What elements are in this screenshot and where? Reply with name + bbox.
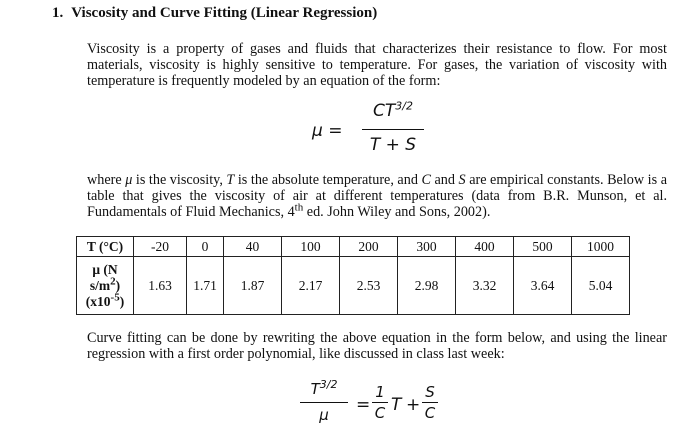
curve-fitting-paragraph: Curve fitting can be done by rewriting the above equation in the form below, and using the linear regression with a first order polynomial, like discussed in class last week: <box>87 330 667 362</box>
temperature-header: T (°C) <box>77 237 134 257</box>
table-cell: 1.71 <box>187 257 224 315</box>
viscosity-table <box>76 236 630 315</box>
viscosity-header: μ (N $s/m^2$) $(x10^{-5})$ <box>77 257 134 315</box>
equation-lhs: μ = <box>312 121 343 141</box>
explanation-paragraph: where μ is the viscosity, T is the absolute temperature, and C and S are empirical constants. Below is a table that gives the viscosity of air at different temperatures (data from B.R. Munson, et al. Fundamentals of Fluid Mechanics, 4th ed. John Wiley and Sons, 2002). <box>87 172 667 220</box>
table-cell: 3.64 <box>514 257 572 315</box>
plus-sign: + <box>406 395 421 415</box>
table-cell: 1000 <box>572 237 630 257</box>
equation-denominator: T + S <box>369 135 417 155</box>
table-cell: 40 <box>224 237 282 257</box>
variable-t: T <box>391 395 402 415</box>
table-cell: 300 <box>398 237 456 257</box>
intro-paragraph: Viscosity is a property of gases and fluids that characterizes their resistance to flow. For most materials, viscosity is highly sensitive to temperature. For gases, the variation of viscosity with temperature is frequently modeled by an equation of the form: <box>87 41 667 89</box>
table-cell: 2.53 <box>340 257 398 315</box>
table-cell: 400 <box>456 237 514 257</box>
section-title: Viscosity and Curve Fitting (Linear Regression) <box>71 5 378 21</box>
section-heading <box>52 5 377 22</box>
lhs-fraction: $T^{3/2}$ μ <box>300 378 348 425</box>
one-over-c-fraction: 1 C <box>372 384 388 421</box>
table-cell: -20 <box>134 237 187 257</box>
equation-fraction <box>362 97 424 158</box>
viscosity-row <box>77 257 630 315</box>
table-cell: 200 <box>340 237 398 257</box>
table-cell: 0 <box>187 237 224 257</box>
equals-sign: = <box>356 395 371 415</box>
table-cell: 5.04 <box>572 257 630 315</box>
equation-numerator: $CT^{3/2}$ <box>373 99 413 121</box>
table-cell: 2.17 <box>282 257 340 315</box>
s-over-c-fraction: S C <box>422 384 438 421</box>
table-cell: 500 <box>514 237 572 257</box>
table-cell: 2.98 <box>398 257 456 315</box>
table-cell: 1.63 <box>134 257 187 315</box>
temperature-row <box>77 237 630 257</box>
linearized-equation <box>300 378 460 444</box>
viscosity-equation <box>312 97 452 167</box>
table-cell: 100 <box>282 237 340 257</box>
section-number: 1. <box>52 5 64 21</box>
table-cell: 3.32 <box>456 257 514 315</box>
table-cell: 1.87 <box>224 257 282 315</box>
